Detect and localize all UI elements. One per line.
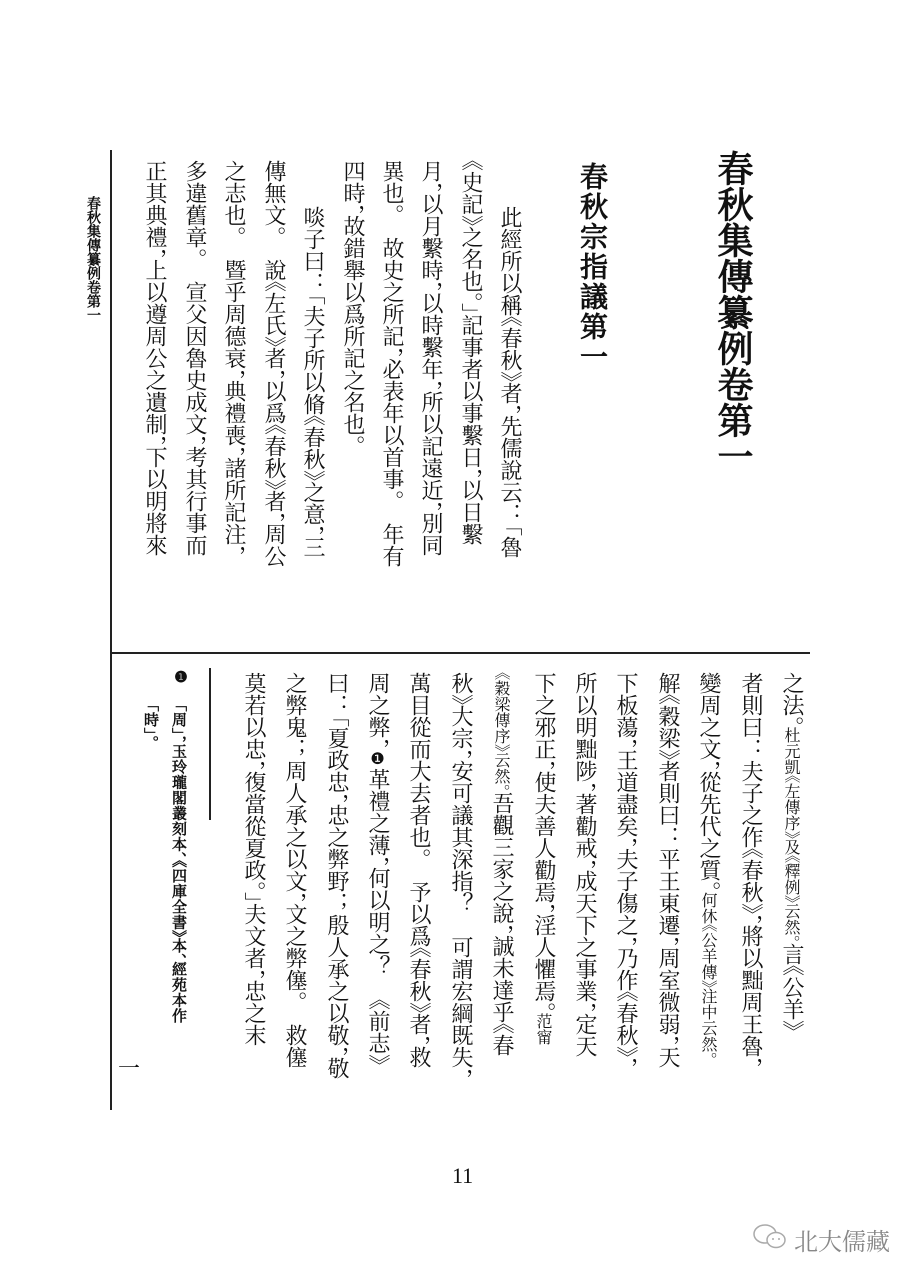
text-run: 吾觀三家之說，誠未達乎《春 xyxy=(489,792,514,1056)
text-column xyxy=(482,672,520,1056)
text-run: 變周之文，從先代之質。 xyxy=(696,672,721,892)
inline-annotation: 范甯 xyxy=(534,1013,553,1045)
page-number: 11 xyxy=(452,1163,474,1188)
text-column: 異也。 故史之所記，必表年以首事。 年有 xyxy=(379,160,404,567)
watermark-text: 北大儒藏 xyxy=(794,1228,890,1256)
text-column: 啖子曰：「夫子所以脩《春秋》之意，三 xyxy=(300,206,325,558)
footnote-marker: ❶ xyxy=(172,668,190,687)
text-column: 正其典禮，上以遵周公之遺制，下以明將來 xyxy=(142,160,167,556)
footnote-text: 「周」，玉玲瓏閣叢刻本、《四庫全書》本、經苑本作 xyxy=(170,704,188,1024)
text-column: 下板蕩，王道盡矣，夫子傷之，乃作《春秋》， xyxy=(613,672,638,1068)
text-column xyxy=(772,672,810,1031)
footnote-separator-rule xyxy=(209,668,211,820)
text-column: 曰：「夏政忠，忠之弊野；殷人承之以敬，敬 xyxy=(324,672,349,1079)
text-column: 月，以月繫時，以時繫年，所以記遠近，別同 xyxy=(418,160,443,556)
inline-annotation: 《穀梁傳序》云然。 xyxy=(492,672,511,792)
text-column: 之志也。 暨乎周德衰，典禮喪，諸所記注， xyxy=(221,160,246,556)
text-column: 萬目從而大去者也。 予以爲《春秋》者，救 xyxy=(406,672,431,1068)
text-column: 莫若以忠，復當從夏政。」夫文者，忠之末 xyxy=(241,672,266,1046)
section-heading: 春秋宗指議第一 xyxy=(576,162,609,372)
text-run: 言《公羊》 xyxy=(779,943,804,1031)
text-column xyxy=(524,672,562,1045)
text-column xyxy=(358,672,396,1065)
text-column: 所以明黜陟，著勸戒，成天下之事業，定天 xyxy=(572,672,597,1057)
text-column: 四時，故錯舉以爲所記之名也。 xyxy=(340,160,365,446)
wechat-icon xyxy=(752,1223,788,1257)
text-column: 解《穀梁》者則曰：平王東遷，周室微弱，天 xyxy=(655,672,680,1068)
text-column: 《史記》之名也。」記事者以事繫日，以日繫 xyxy=(458,160,483,545)
left-margin-rule xyxy=(110,150,112,1110)
text-column: 者則曰：夫子之作《春秋》，將以黜周王魯， xyxy=(738,672,763,1068)
text-column: 秋》大宗，安可議其深指？ 可謂宏綱既失， xyxy=(448,672,473,1079)
folio-mark: 一 xyxy=(118,1057,141,1082)
inline-annotation: 杜元凱《左傳序》及《釋例》云然。 xyxy=(782,727,801,943)
chapter-title: 春秋集傳纂例卷第一 xyxy=(712,150,754,474)
text-run: 之法。 xyxy=(779,672,804,727)
running-header: 春秋集傳纂例卷第一 xyxy=(85,196,101,322)
text-column: 多違舊章。 宣父因魯史成文，考其行事而 xyxy=(182,160,207,556)
section-divider-rule xyxy=(110,652,810,654)
watermark xyxy=(752,1222,890,1257)
footnote-marker[interactable]: ❶ xyxy=(368,749,387,768)
text-column: 傳無文。 說《左氏》者，以爲《春秋》者，周公 xyxy=(261,160,286,567)
text-run: 周之弊， xyxy=(365,672,390,749)
text-column: 之弊鬼；周人承之以文，文之弊僿。 救僿 xyxy=(282,672,307,1068)
footnote-text: 「時」。 xyxy=(142,704,160,744)
text-run: 下之邪正，使夫善人勸焉，淫人懼焉。 xyxy=(531,672,556,1013)
inline-annotation: 何休《公羊傳》注中云然。 xyxy=(699,892,718,1060)
text-column xyxy=(689,672,727,1060)
text-run: 革禮之薄，何以明之？ 《前志》 xyxy=(365,768,390,1065)
text-column: 此經所以稱《春秋》者，先儒說云：「魯 xyxy=(497,206,522,558)
